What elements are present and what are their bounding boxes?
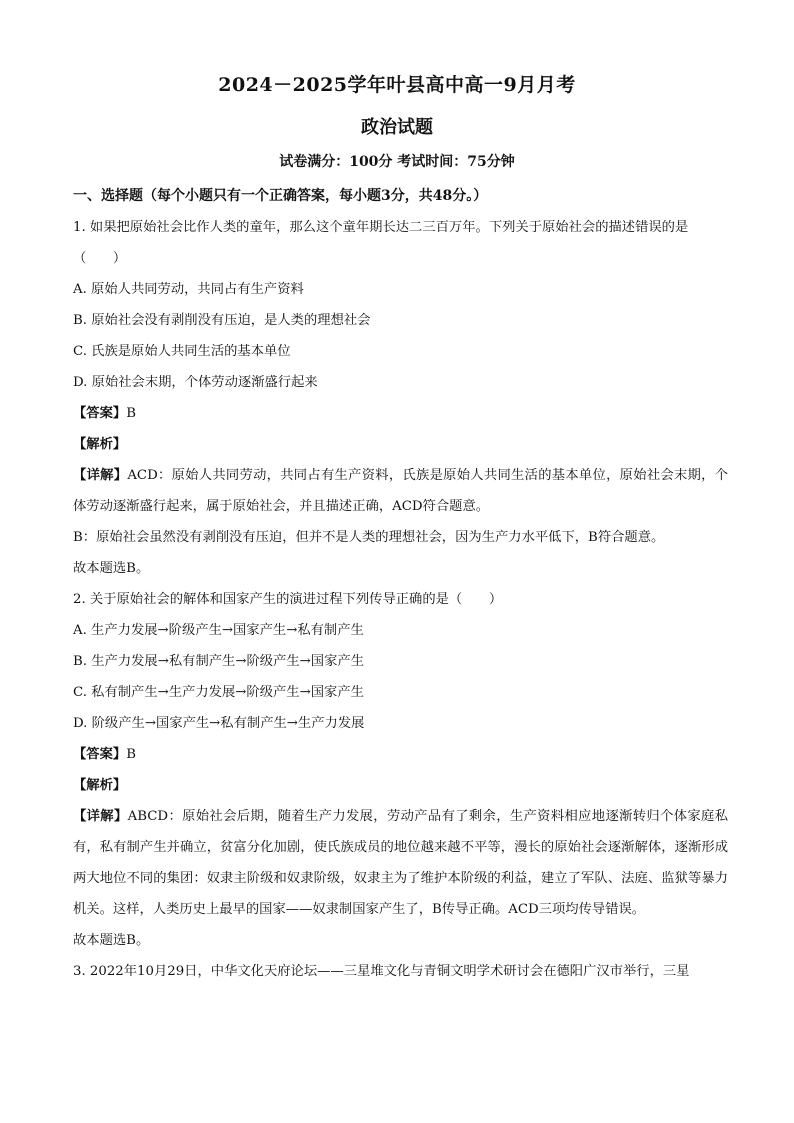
question-1-option-a: A. 原始人共同劳动，共同占有生产资料 xyxy=(73,282,304,297)
detail-text: ACD：原始人共同劳动，共同占有生产资料，氏族是原始人共同生活的基本单位，原始社会末期，个体劳动逐渐盛行起来，属于原始社会，并且描述正确，ACD符合题意。 xyxy=(73,468,729,514)
exam-title: 2024－2025学年叶县高中高一9月月考 xyxy=(218,74,576,96)
question-1-detail-1 xyxy=(73,460,728,522)
question-1-stem: 1. 如果把原始社会比作人类的童年，那么这个童年期长达二三百万年。下列关于原始社会的描述错误的是 xyxy=(73,220,689,235)
exam-content xyxy=(73,181,728,987)
answer-value: B xyxy=(126,406,136,421)
detail-text: ABCD：原始社会后期，随着生产力发展，劳动产品有了剩余，生产资料相应地逐渐转归个体家庭私有，私有制产生并确立，贫富分化加剧，使氏族成员的地位越来越不平等，漫长的原始社会逐渐解体，逐渐形成两大地位不同的集团：奴隶主阶级和奴隶阶级，奴隶主为了维护本阶级的利益，建立了军队、法庭、监狱等暴力机关。这样，人类历史上最早的国家——奴隶制国家产生了，B传导正确。ACD三项均传导错误。 xyxy=(73,809,728,917)
question-2-conclusion: 故本题选B。 xyxy=(73,933,150,948)
exam-subject: 政治试题 xyxy=(361,117,433,138)
exam-meta: 试卷满分：100分 考试时间：75分钟 xyxy=(279,154,515,170)
answer-value: B xyxy=(126,747,136,762)
detail-label: 【详解】 xyxy=(73,468,128,483)
question-1-paren: （ ） xyxy=(73,251,127,266)
question-2-analysis-label: 【解析】 xyxy=(73,778,127,793)
question-1-option-c: C. 氏族是原始人共同生活的基本单位 xyxy=(73,344,291,359)
question-2-option-a: A. 生产力发展→阶级产生→国家产生→私有制产生 xyxy=(73,623,364,638)
question-2-option-d: D. 阶级产生→国家产生→私有制产生→生产力发展 xyxy=(73,716,365,731)
answer-label: 【答案】 xyxy=(73,747,127,762)
question-1-option-b: B. 原始社会没有剥削没有压迫，是人类的理想社会 xyxy=(73,313,371,328)
question-1-answer xyxy=(73,398,728,429)
question-2-stem: 2. 关于原始社会的解体和国家产生的演进过程下列传导正确的是（ ） xyxy=(73,592,503,607)
question-2-option-c: C. 私有制产生→生产力发展→阶级产生→国家产生 xyxy=(73,685,364,700)
question-3-stem: 3. 2022年10月29日，中华文化天府论坛——三星堆文化与青铜文明学术研讨会在德阳广汉市举行，三星 xyxy=(73,964,690,979)
question-1-conclusion: 故本题选B。 xyxy=(73,561,150,576)
detail-label: 【详解】 xyxy=(73,809,128,824)
question-1-analysis-label: 【解析】 xyxy=(73,437,127,452)
section-heading: 一、选择题（每个小题只有一个正确答案，每小题3分，共48分。） xyxy=(73,188,488,204)
question-2-answer xyxy=(73,739,728,770)
question-1-option-d: D. 原始社会末期，个体劳动逐渐盛行起来 xyxy=(73,375,318,390)
question-2-detail xyxy=(73,801,728,925)
answer-label: 【答案】 xyxy=(73,406,127,421)
question-1-detail-2: B：原始社会虽然没有剥削没有压迫，但并不是人类的理想社会，因为生产力水平低下，B符合题意。 xyxy=(73,530,665,545)
question-2-option-b: B. 生产力发展→私有制产生→阶级产生→国家产生 xyxy=(73,654,364,669)
